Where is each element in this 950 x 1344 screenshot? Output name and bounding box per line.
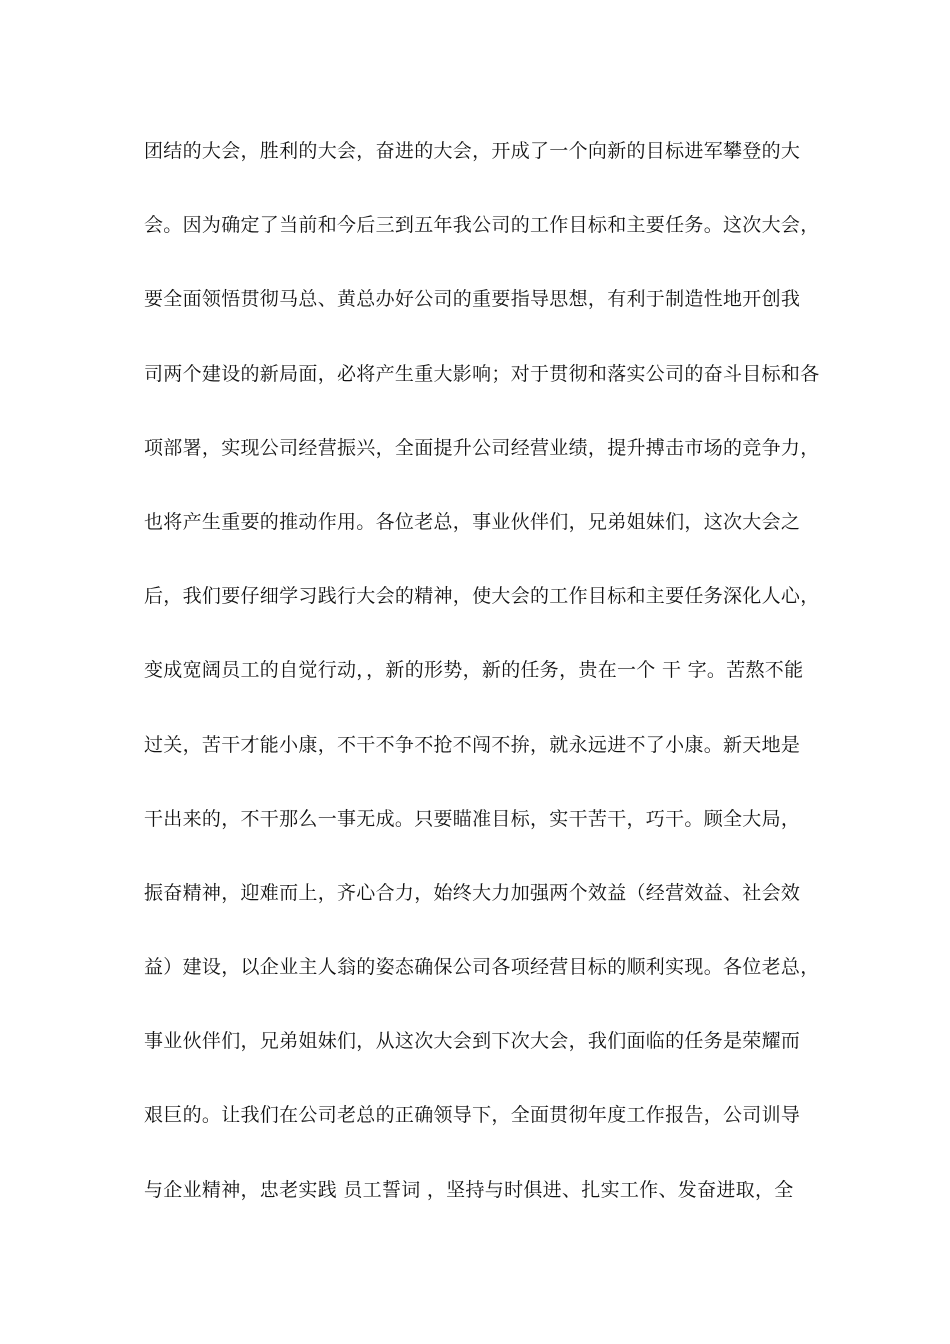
text-line: 益）建设，以企业主人翁的姿态确保公司各项经营目标的顺利实现。各位老总， bbox=[144, 956, 820, 979]
text-line: 也将产生重要的推动作用。各位老总，事业伙伴们，兄弟姐妹们，这次大会之 bbox=[144, 510, 801, 533]
text-line: 艰巨的。让我们在公司老总的正确领导下，全面贯彻年度工作报告，公司训导 bbox=[144, 1104, 801, 1127]
text-line: 项部署，实现公司经营振兴，全面提升公司经营业绩，提升搏击市场的竞争力， bbox=[144, 436, 820, 459]
text-line: 要全面领悟贯彻马总、黄总办好公司的重要指导思想，有利于制造性地开创我 bbox=[144, 288, 801, 311]
text-line: 团结的大会，胜利的大会，奋进的大会，开成了一个向新的目标进军攀登的大 bbox=[144, 140, 801, 162]
body-text bbox=[144, 128, 820, 1241]
text-line: 过关，苦干才能小康，不干不争不抢不闯不拚，就永远进不了小康。新天地是 bbox=[144, 733, 801, 756]
text-line: 与企业精神，忠老实践 员工誓词 ，坚持与时俱进、扎实工作、发奋进取，全 bbox=[144, 1178, 794, 1201]
text-line: 振奋精神，迎难而上，齐心合力，始终大力加强两个效益（经营效益、社会效 bbox=[144, 881, 801, 904]
text-line: 后，我们要仔细学习践行大会的精神，使大会的工作目标和主要任务深化人心， bbox=[144, 585, 820, 608]
text-line: 会。因为确定了当前和今后三到五年我公司的工作目标和主要任务。这次大会， bbox=[144, 214, 820, 237]
text-line: 司两个建设的新局面，必将产生重大影响；对于贯彻和落实公司的奋斗目标和各 bbox=[144, 362, 820, 385]
text-line: 变成宽阔员工的自觉行动，，新的形势，新的任务，贵在一个 干 字。苦熬不能 bbox=[144, 659, 804, 682]
text-line: 干出来的，不干那么一事无成。只要瞄准目标，实干苦干，巧干。顾全大局， bbox=[144, 807, 801, 830]
text-line: 事业伙伴们，兄弟姐妹们，从这次大会到下次大会，我们面临的任务是荣耀而 bbox=[144, 1030, 801, 1053]
